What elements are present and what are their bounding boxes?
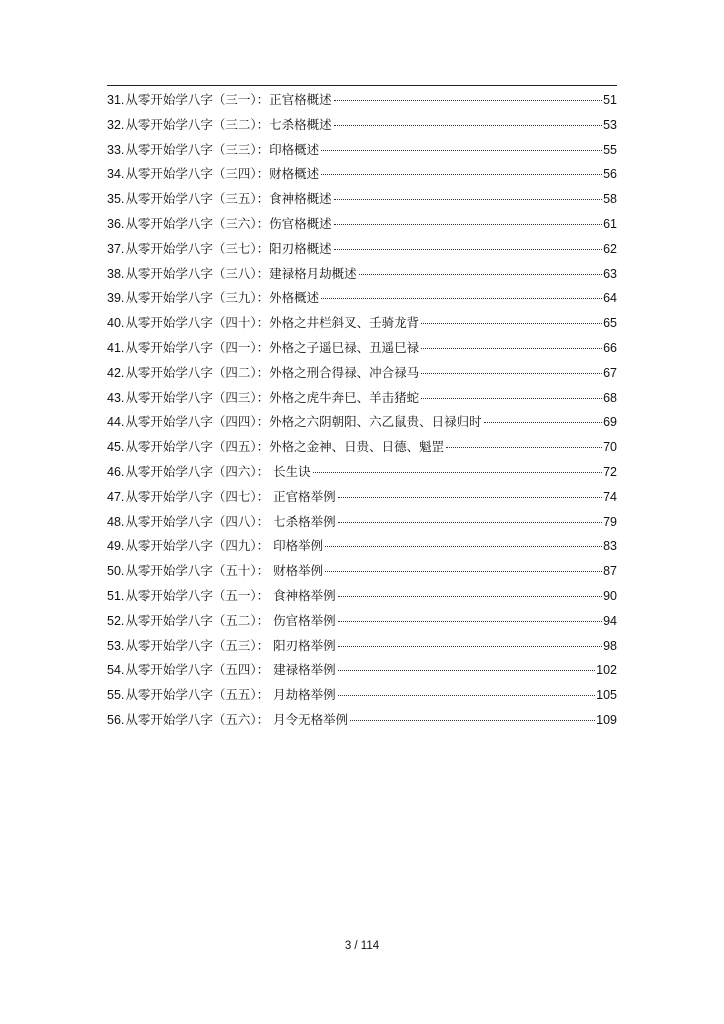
toc-entry[interactable]: [107, 212, 617, 237]
toc-entry[interactable]: [107, 510, 617, 535]
toc-entry-page[interactable]: 83: [603, 539, 617, 554]
toc-entry-number: 54.: [107, 663, 125, 678]
toc-dot-leader: [421, 323, 602, 324]
toc-entry[interactable]: [107, 683, 617, 708]
toc-dot-leader: [338, 646, 602, 647]
toc-dot-leader: [313, 472, 602, 473]
toc-entry[interactable]: [107, 113, 617, 138]
toc-dot-leader: [334, 100, 602, 101]
toc-entry-page[interactable]: 98: [603, 638, 617, 653]
toc-entry-title[interactable]: 从零开始学八字（四一）：外格之子遥巳禄、丑遥巳禄: [125, 339, 420, 355]
toc-dot-leader: [338, 522, 602, 523]
toc-entry-number: 44.: [107, 415, 125, 430]
toc-entry-page[interactable]: 62: [603, 241, 617, 256]
toc-entry-title[interactable]: 从零开始学八字（三五）：食神格概述: [125, 191, 332, 207]
toc-entry-number: 55.: [107, 688, 125, 703]
header-rule: [107, 85, 617, 86]
toc-entry-title[interactable]: 从零开始学八字（五六）： 月令无格举例: [125, 711, 349, 727]
toc-entry-title[interactable]: 从零开始学八字（三六）：伤官格概述: [125, 215, 332, 231]
toc-entry-page[interactable]: 61: [603, 216, 617, 231]
toc-entry-page[interactable]: 66: [603, 340, 617, 355]
toc-entry[interactable]: [107, 435, 617, 460]
toc-entry[interactable]: [107, 262, 617, 287]
toc-entry[interactable]: [107, 237, 617, 262]
toc-entry-title[interactable]: 从零开始学八字（五四）： 建禄格举例: [125, 662, 336, 678]
toc-entry[interactable]: [107, 138, 617, 163]
toc-dot-leader: [325, 571, 602, 572]
toc-entry-title[interactable]: 从零开始学八字（四四）：外格之六阴朝阳、六乙鼠贵、日禄归时: [125, 414, 482, 430]
toc-entry-number: 35.: [107, 192, 125, 207]
toc-entry-number: 48.: [107, 514, 125, 529]
toc-dot-leader: [338, 695, 596, 696]
toc-entry-number: 45.: [107, 440, 125, 455]
toc-dot-leader: [421, 373, 602, 374]
toc-entry[interactable]: [107, 609, 617, 634]
toc-entry-title[interactable]: 从零开始学八字（五三）： 阳刃格举例: [125, 637, 336, 653]
toc-entry-number: 42.: [107, 365, 125, 380]
toc-entry-number: 52.: [107, 613, 125, 628]
toc-entry-title[interactable]: 从零开始学八字（四十）：外格之井栏斜叉、壬骑龙背: [125, 315, 420, 331]
toc-entry-title[interactable]: 从零开始学八字（四三）：外格之虎牛奔巳、羊击猪蛇: [125, 389, 420, 405]
toc-entry-title[interactable]: 从零开始学八字（三八）：建禄格月劫概述: [125, 265, 357, 281]
toc-dot-leader: [446, 447, 602, 448]
toc-entry-title[interactable]: 从零开始学八字（五二）： 伤官格举例: [125, 612, 336, 628]
toc-entry-page[interactable]: 53: [603, 117, 617, 132]
toc-entry-number: 33.: [107, 142, 125, 157]
toc-entry-number: 51.: [107, 588, 125, 603]
toc-entry-number: 31.: [107, 93, 125, 107]
toc-entry-number: 40.: [107, 316, 125, 331]
toc-dot-leader: [334, 249, 602, 250]
toc-entry-title[interactable]: 从零开始学八字（三一）：正官格概述: [125, 92, 332, 107]
toc-entry[interactable]: [107, 708, 617, 733]
toc-entry-number: 41.: [107, 340, 125, 355]
toc-entry-page[interactable]: 105: [596, 688, 617, 703]
toc-entry-title[interactable]: 从零开始学八字（三九）：外格概述: [125, 290, 320, 306]
toc-entry-number: 56.: [107, 712, 125, 727]
toc-entry-page[interactable]: 72: [603, 464, 617, 479]
toc-dot-leader: [325, 546, 602, 547]
toc-entry[interactable]: [107, 162, 617, 187]
toc-entry[interactable]: [107, 410, 617, 435]
toc-entry-page[interactable]: 102: [596, 663, 617, 678]
toc-entry-page[interactable]: 63: [603, 266, 617, 281]
toc-entry-title[interactable]: 从零开始学八字（四八）： 七杀格举例: [125, 513, 336, 529]
toc-entry-number: 46.: [107, 464, 125, 479]
toc-dot-leader: [421, 348, 602, 349]
toc-dot-leader: [350, 720, 595, 721]
toc-entry-number: 34.: [107, 167, 125, 182]
toc-entry[interactable]: [107, 286, 617, 311]
toc-entry-number: 49.: [107, 539, 125, 554]
page-number: 3 / 114: [344, 940, 380, 952]
table-of-contents: [107, 88, 617, 733]
toc-entry-title[interactable]: 从零开始学八字（四五）：外格之金神、日贵、日德、魁罡: [125, 439, 445, 455]
toc-entry-page[interactable]: 109: [596, 712, 617, 727]
toc-entry-number: 53.: [107, 638, 125, 653]
toc-entry-number: 37.: [107, 241, 125, 256]
toc-dot-leader: [338, 670, 596, 671]
toc-entry-number: 36.: [107, 216, 125, 231]
toc-entry-page[interactable]: 69: [603, 415, 617, 430]
toc-entry-page[interactable]: 94: [603, 613, 617, 628]
toc-entry-title[interactable]: 从零开始学八字（五十）： 财格举例: [125, 563, 324, 579]
toc-dot-leader: [338, 497, 602, 498]
toc-entry-number: 47.: [107, 489, 125, 504]
toc-dot-leader: [321, 174, 602, 175]
toc-entry-page[interactable]: 87: [603, 564, 617, 579]
toc-dot-leader: [338, 621, 602, 622]
toc-entry[interactable]: [107, 311, 617, 336]
toc-entry-page[interactable]: 70: [603, 440, 617, 455]
toc-entry-page[interactable]: 64: [603, 291, 617, 306]
toc-entry-page[interactable]: 68: [603, 390, 617, 405]
toc-dot-leader: [334, 224, 602, 225]
toc-entry-page[interactable]: 58: [603, 192, 617, 207]
toc-entry-number: 39.: [107, 291, 125, 306]
toc-entry-title[interactable]: 从零开始学八字（五一）： 食神格举例: [125, 587, 336, 603]
toc-entry-page[interactable]: 74: [603, 489, 617, 504]
toc-entry-number: 32.: [107, 117, 125, 132]
toc-entry-page[interactable]: 67: [603, 365, 617, 380]
toc-dot-leader: [334, 199, 602, 200]
toc-entry[interactable]: [107, 361, 617, 386]
toc-entry-title[interactable]: 从零开始学八字（三七）：阳刃格概述: [125, 240, 332, 256]
toc-entry[interactable]: [107, 485, 617, 510]
toc-entry-page[interactable]: 79: [603, 514, 617, 529]
toc-entry[interactable]: [107, 336, 617, 361]
toc-entry-page[interactable]: 65: [603, 316, 617, 331]
toc-entry-title[interactable]: 从零开始学八字（四九）： 印格举例: [125, 538, 324, 554]
toc-entry[interactable]: [107, 88, 617, 113]
toc-dot-leader: [338, 596, 602, 597]
toc-entry-number: 50.: [107, 564, 125, 579]
toc-entry-title[interactable]: 从零开始学八字（三三）：印格概述: [125, 141, 320, 157]
toc-entry[interactable]: [107, 559, 617, 584]
toc-entry-number: 43.: [107, 390, 125, 405]
toc-entry-title[interactable]: 从零开始学八字（四七）： 正官格举例: [125, 488, 336, 504]
toc-entry-page[interactable]: 51: [603, 93, 617, 107]
toc-entry[interactable]: [107, 187, 617, 212]
toc-dot-leader: [321, 150, 602, 151]
toc-entry[interactable]: [107, 460, 617, 485]
toc-dot-leader: [334, 125, 602, 126]
toc-entry-number: 38.: [107, 266, 125, 281]
toc-entry[interactable]: [107, 386, 617, 411]
toc-entry-page[interactable]: 55: [603, 142, 617, 157]
toc-entry-page[interactable]: 90: [603, 588, 617, 603]
toc-dot-leader: [484, 422, 602, 423]
toc-entry-title[interactable]: 从零开始学八字（四六）： 长生诀: [125, 463, 311, 479]
toc-entry[interactable]: [107, 584, 617, 609]
toc-entry-title[interactable]: 从零开始学八字（三四）：财格概述: [125, 166, 320, 182]
toc-dot-leader: [321, 298, 602, 299]
toc-entry-page[interactable]: 56: [603, 167, 617, 182]
toc-entry-title[interactable]: 从零开始学八字（四二）：外格之刑合得禄、冲合禄马: [125, 364, 420, 380]
toc-entry-title[interactable]: 从零开始学八字（五五）： 月劫格举例: [125, 687, 336, 703]
toc-dot-leader: [359, 274, 602, 275]
toc-entry[interactable]: [107, 658, 617, 683]
toc-entry[interactable]: [107, 534, 617, 559]
toc-dot-leader: [421, 398, 602, 399]
toc-entry[interactable]: [107, 634, 617, 659]
toc-entry-title[interactable]: 从零开始学八字（三二）：七杀格概述: [125, 116, 332, 132]
